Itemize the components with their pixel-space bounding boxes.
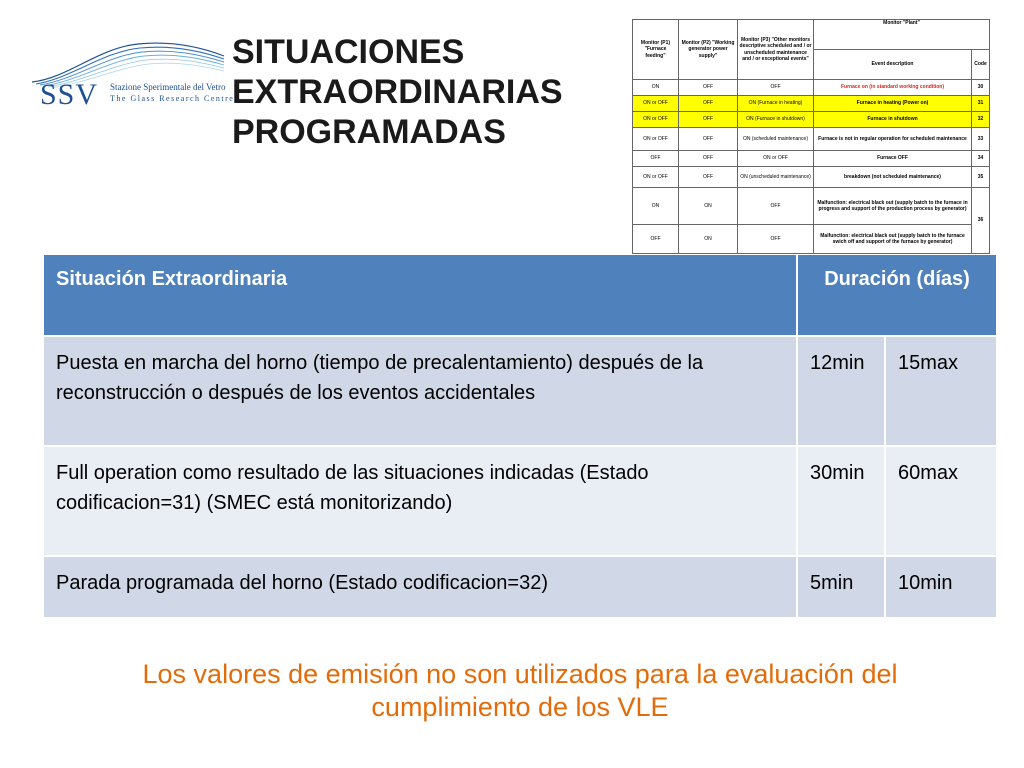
cell-p3: OFF [738, 188, 814, 225]
header-situation: Situación Extraordinaria [44, 255, 798, 337]
cell-p2: OFF [679, 151, 738, 167]
cell-code: 34 [972, 151, 990, 167]
header-plant: Monitor "Plant" [814, 20, 990, 50]
emission-note: Los valores de emisión no son utilizados para la evaluación del cumplimiento de los VLE [142, 659, 898, 722]
cell-code: 36 [972, 188, 990, 254]
cell-min: 12min [798, 337, 886, 447]
cell-p1: OFF [633, 151, 679, 167]
logo-abbreviation: SSV [40, 78, 99, 111]
title-line-3: PROGRAMADAS [232, 113, 506, 151]
cell-event: Furnace OFF [814, 151, 972, 167]
cell-p2: OFF [679, 112, 738, 128]
cell-p2: OFF [679, 80, 738, 96]
ssv-logo [28, 38, 235, 118]
cell-p3: ON (scheduled maintenance) [738, 128, 814, 151]
cell-event: Furnace is not in regular operation for scheduled maintenance [814, 128, 972, 151]
table-row [633, 80, 990, 96]
header-code: Code [972, 50, 990, 80]
table-row [633, 151, 990, 167]
cell-p3: OFF [738, 80, 814, 96]
table-row [633, 188, 990, 225]
cell-code: 31 [972, 96, 990, 112]
cell-event: Furnace in heating (Power on) [814, 96, 972, 112]
cell-code: 30 [972, 80, 990, 96]
cell-p3: ON or OFF [738, 151, 814, 167]
cell-p3: ON (Furnace in heating) [738, 96, 814, 112]
cell-p2: OFF [679, 96, 738, 112]
cell-min: 30min [798, 447, 886, 557]
cell-event: breakdown (not scheduled maintenance) [814, 167, 972, 188]
table-header-row [44, 255, 996, 337]
cell-p3: OFF [738, 225, 814, 254]
table-row [44, 337, 996, 447]
cell-p1: ON [633, 188, 679, 225]
monitor-code-table [632, 19, 990, 254]
cell-p1: OFF [633, 225, 679, 254]
cell-p3: ON (Furnace in shutdown) [738, 112, 814, 128]
cell-code: 35 [972, 167, 990, 188]
table-row [44, 557, 996, 619]
title-line-2: EXTRAORDINARIAS [232, 73, 563, 111]
cell-event: Malfunction: electrical black out (supply batch to the furnace swich off and support of the furnace by generator) [814, 225, 972, 254]
cell-p2: OFF [679, 167, 738, 188]
cell-p3: ON (unscheduled maintenance) [738, 167, 814, 188]
header-p2: Monitor (P2) "Working generator power supply" [679, 20, 738, 80]
cell-p1: ON or OFF [633, 96, 679, 112]
header-p3: Monitor (P3) "Other monitors descriptive scheduled and / or unscheduled maintenance and / or exceptional events" [738, 20, 814, 80]
table-row [633, 112, 990, 128]
cell-max: 10min [886, 557, 996, 619]
cell-event: Furnace in shutdown [814, 112, 972, 128]
cell-event: Malfunction: electrical black out (supply batch to the furnace in progress and support of the production process by generator) [814, 188, 972, 225]
cell-code: 32 [972, 112, 990, 128]
table-row [633, 167, 990, 188]
logo-subtitle: The Glass Research Centre [110, 94, 235, 103]
cell-max: 60max [886, 447, 996, 557]
cell-p2: OFF [679, 128, 738, 151]
cell-situation: Parada programada del horno (Estado codificacion=32) [44, 557, 798, 619]
cell-p2: ON [679, 188, 738, 225]
logo-name: Stazione Sperimentale del Vetro [110, 82, 226, 92]
cell-p1: ON or OFF [633, 112, 679, 128]
cell-p1: ON [633, 80, 679, 96]
table-row [633, 225, 990, 254]
cell-situation: Full operation como resultado de las situaciones indicadas (Estado codificacion=31) (SMEC está monitorizando) [44, 447, 798, 557]
extraordinary-situations-table [44, 255, 996, 619]
cell-p1: ON or OFF [633, 128, 679, 151]
cell-event: Furnace on (in standard working condition) [814, 80, 972, 96]
cell-p1: ON or OFF [633, 167, 679, 188]
table-row [633, 96, 990, 112]
header-duration: Duración (días) [798, 255, 996, 337]
cell-p2: ON [679, 225, 738, 254]
table-row [633, 128, 990, 151]
table-row [44, 447, 996, 557]
cell-code: 33 [972, 128, 990, 151]
header-event: Event description [814, 50, 972, 80]
cell-min: 5min [798, 557, 886, 619]
cell-situation: Puesta en marcha del horno (tiempo de precalentamiento) después de la reconstrucción o después de los eventos accidentales [44, 337, 798, 447]
title-line-1: SITUACIONES [232, 33, 465, 71]
slide-title [232, 32, 622, 152]
cell-max: 15max [886, 337, 996, 447]
header-p1: Monitor (P1) "Furnace feeding" [633, 20, 679, 80]
